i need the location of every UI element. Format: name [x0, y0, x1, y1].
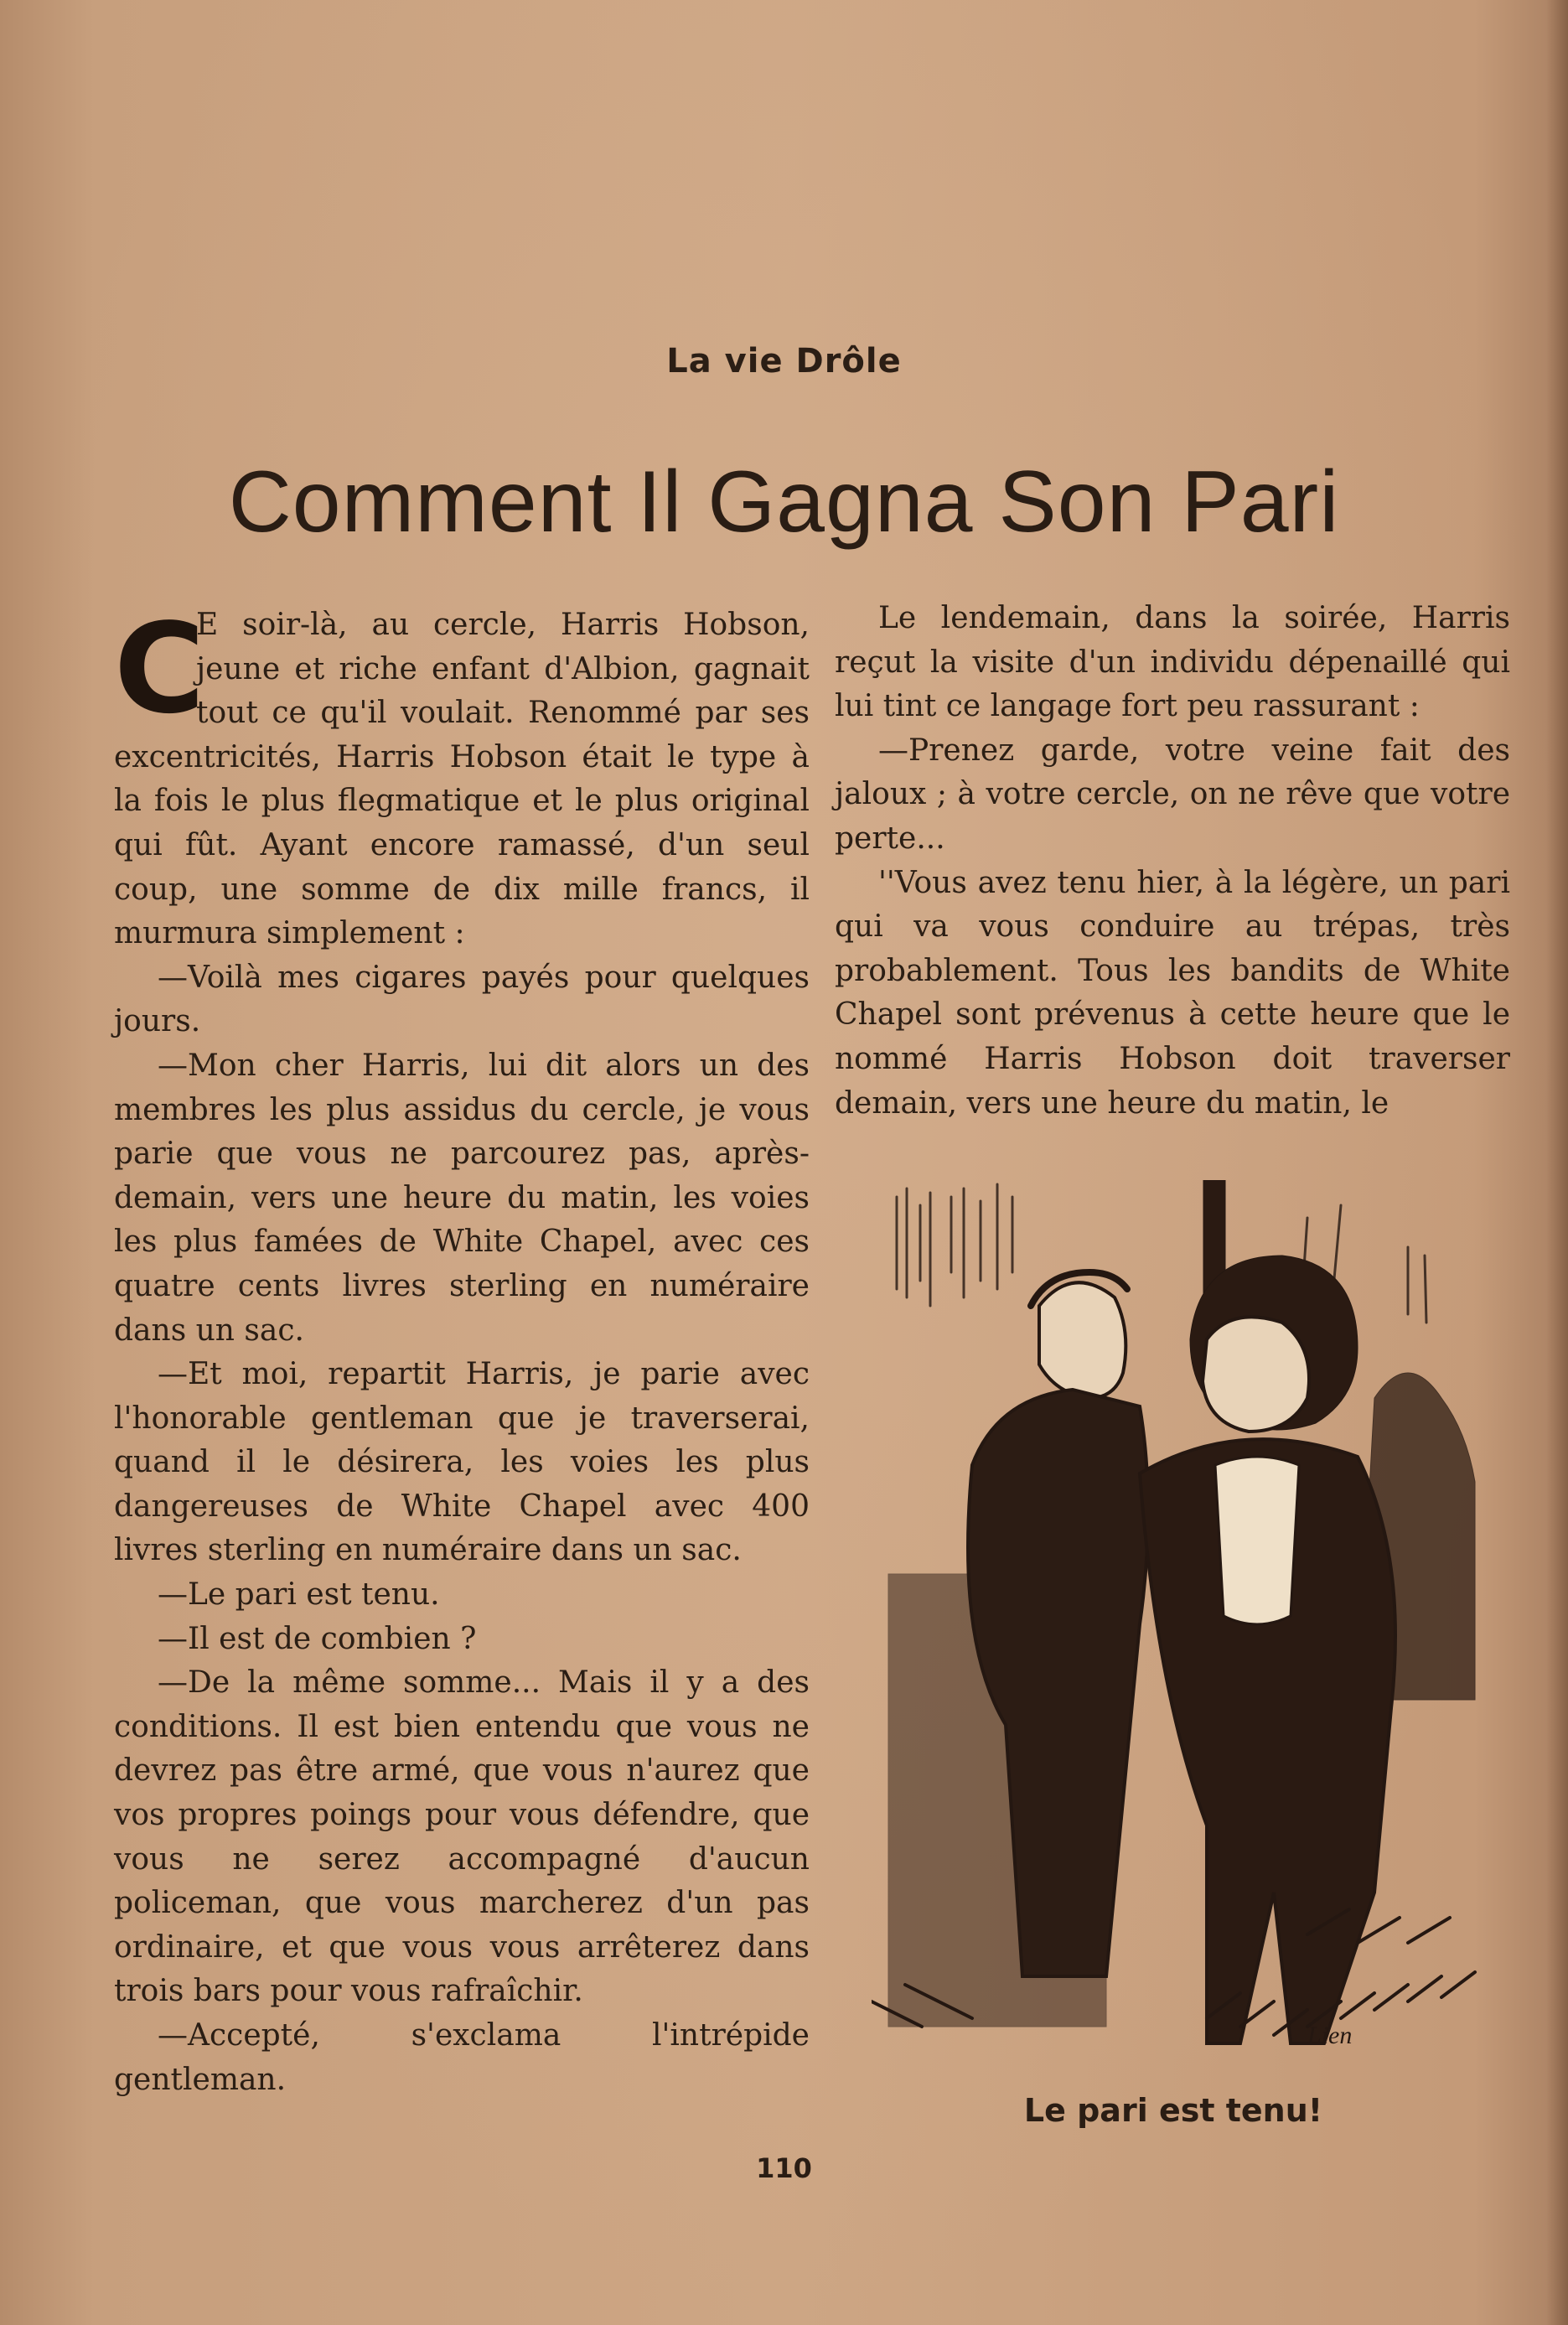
article-title: Comment Il Gagna Son Pari [228, 453, 1340, 551]
artist-signature: Lien [1307, 2022, 1353, 2049]
shirt-front [1215, 1457, 1299, 1624]
man-left-head [1039, 1282, 1126, 1398]
paragraph-8: —Accepté, s'exclama l'intrépide gentleman. [114, 2018, 810, 2097]
paragraph-5: —Le pari est tenu. [158, 1577, 440, 1613]
drop-cap: C [114, 597, 200, 741]
paragraph-6: —Il est de combien ? [158, 1621, 477, 1656]
page-number: 110 [756, 2152, 812, 2184]
paragraph-1: C E soir-là, au cercle, Harris Hobson, jeune et riche enfant d'Albion, gagnait tout ce qu'il voulait. Renommé par ses excentricités, Harris Hobson était le type à la fois le plus flegmatique et le plus original qui fût. Ayant encore ramassé, d'un seul coup, une somme de dix mille francs, il murmura simplement : [114, 597, 810, 951]
paragraph-11: ''Vous avez tenu hier, à la légère, un pari qui va vous conduire au trépas, très probablement. Tous les bandits de White Chapel sont prévenus à cette heure que le nommé Harris Hobson doit traverser demain, vers une heure du matin, le [835, 865, 1510, 1121]
paragraph-4: —Et moi, repartit Harris, je parie avec l'honorable gentleman que je traverserai, quand il le désirera, les voies les plus dangereuses de White Chapel avec 400 livres sterling en numéraire dans un sac. [114, 1357, 810, 1568]
paragraph-9: Le lendemain, dans la soirée, Harris reçut la visite d'un individu dépenaillé qui lui tint ce langage fort peu rassurant : [835, 601, 1510, 724]
paragraph-7: —De la même somme... Mais il y a des conditions. Il est bien entendu que vous ne devrez pas être armé, que vous n'aurez que vos propres poings pour vous défendre, que vous ne serez accompagné d'aucun policeman, que vous marcherez d'un pas ordinaire, et que vous vous arrêterez dans trois bars pour vous rafraîchir. [114, 1665, 810, 2009]
paragraph-2: —Voilà mes cigares payés pour quelques jours. [114, 960, 810, 1039]
man-right-face [1203, 1317, 1309, 1432]
paragraph-3: —Mon cher Harris, lui dit alors un des membres les plus assidus du cercle, je vous parie que vous ne parcourez pas, après-demain, vers une heure du matin, les voies les plus famées de White Chapel, avec ces quatre cents livres sterling en numéraire dans un sac. [114, 1048, 810, 1348]
paragraph-10: —Prenez garde, votre veine fait des jaloux ; à votre cercle, on ne rêve que votre perte... [835, 733, 1510, 856]
section-label: La vie Drôle [666, 342, 902, 381]
left-column [114, 597, 810, 2102]
cartoon-illustration [872, 1180, 1492, 2069]
right-column [835, 597, 1510, 1126]
illustration-caption: Le pari est tenu! [1023, 2092, 1323, 2129]
